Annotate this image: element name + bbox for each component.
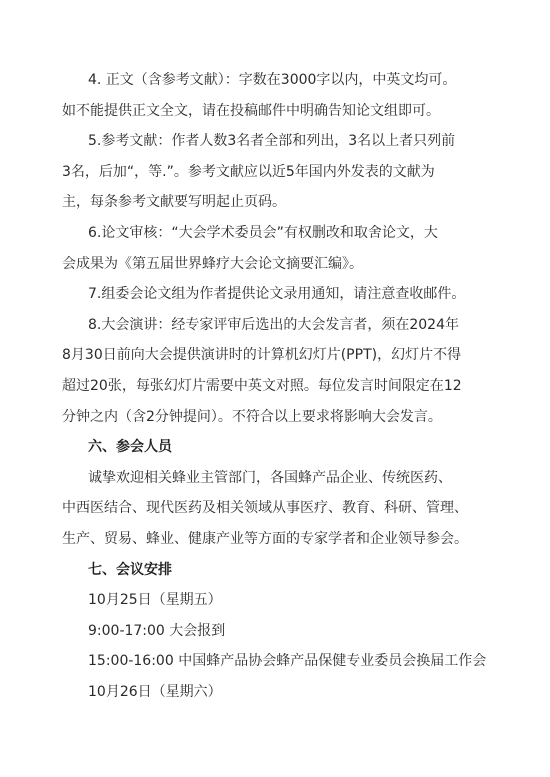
item5-line2: 3名，后加“，等.”。参考文献应以近5年国内外发表的文献为 [62,163,435,180]
item6-line1: 6.论文审核：“大会学术委员会”有权删改和取舍论文，大 [88,225,438,241]
schedule-day1-item1: 9:00-17:00 大会报到 [88,622,226,639]
participants-heading: 六、参会人员 [88,439,172,456]
participants-line3: 生产、贸易、蜂业、健康产业等方面的专家学者和企业领导参会。 [62,531,468,547]
item8-line1: 8.大会演讲：经专家评审后选出的大会发言者，须在2024年 [88,316,459,333]
participants-line1: 诚挚欢迎相关蜂业主管部门，各国蜂产品企业、传统医药、 [88,469,452,486]
item8-line4: 分钟之内（含2分钟提问）。不符合以上要求将影响大会发言。 [62,408,442,425]
item5-line3: 主，每条参考文献要写明起止页码。 [62,194,286,211]
schedule-heading: 七、会议安排 [88,561,172,578]
schedule-day1-date: 10月25日（星期五） [88,592,222,609]
item4-line1: 4. 正文（含参考文献）：字数在3000字以内，中英文均可。 [88,72,457,88]
participants-line2: 中西医结合、现代医药及相关领域从事医疗、教育、科研、管理、 [62,500,468,517]
item8-line2: 8月30日前向大会提供演讲时的计算机幻灯片(PPT)，幻灯片不得 [62,347,462,364]
item5-line1: 5.参考文献：作者人数3名者全部和列出，3名以上者只列前 [88,133,456,150]
schedule-day2-date: 10月26日（星期六） [88,684,222,700]
item7-line1: 7.组委会论文组为作者提供论文录用通知，请注意查收邮件。 [88,286,466,303]
item4-line2: 如不能提供正文全文，请在投稿邮件中明确告知论文组即可。 [62,102,440,119]
item8-line3: 超过20张，每张幻灯片需要中英文对照。每位发言时间限定在12 [62,378,462,394]
item6-line2: 会成果为《第五届世界蜂疗大会论文摘要汇编》。 [62,255,363,272]
schedule-day1-item2: 15:00-16:00 中国蜂产品协会蜂产品保健专业委员会换届工作会 [88,653,487,670]
